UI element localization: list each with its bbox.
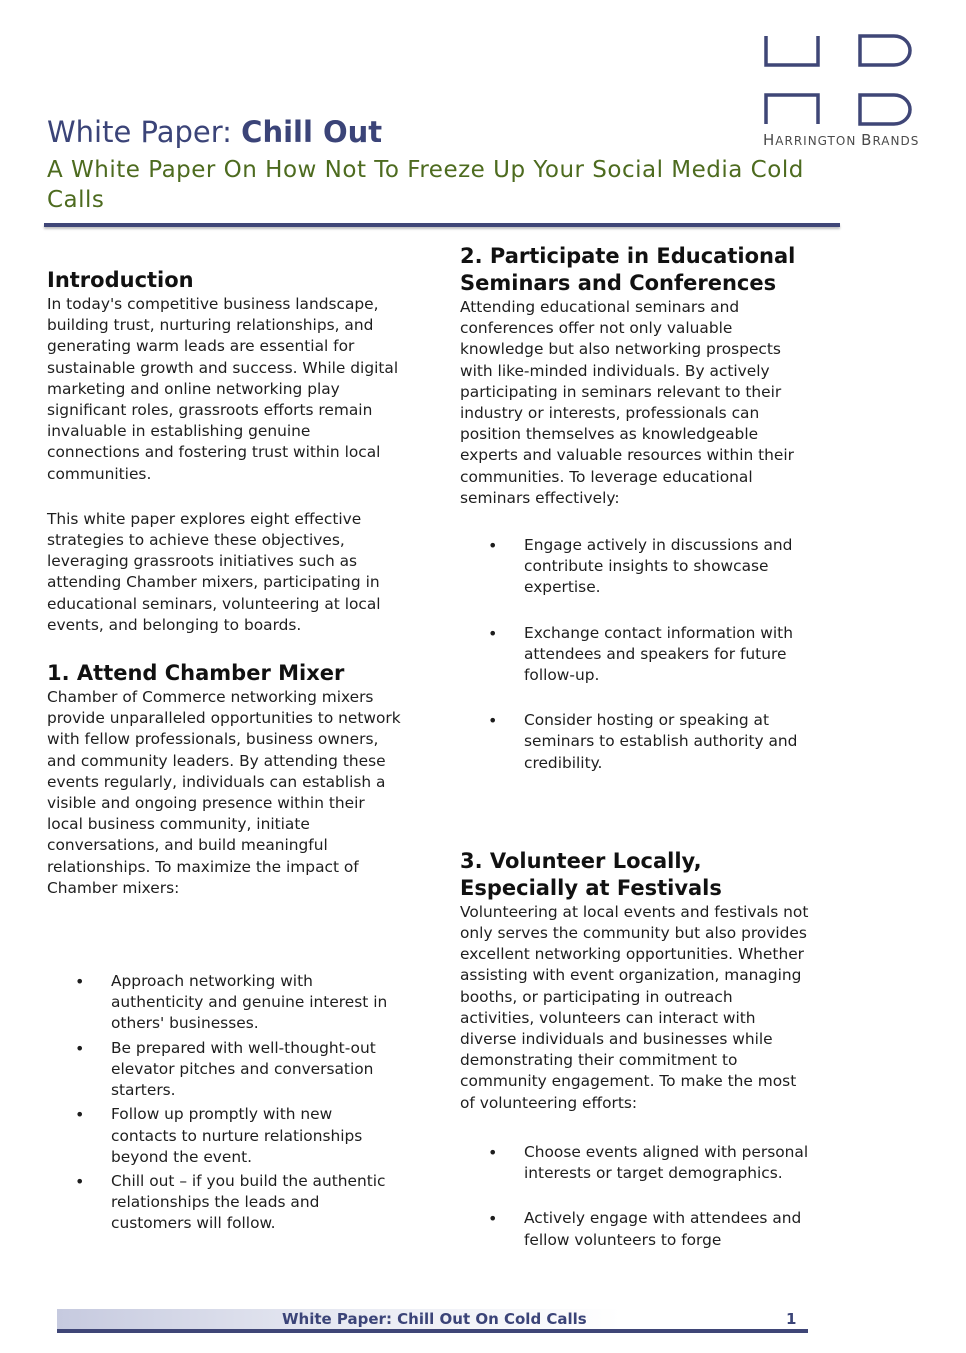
intro-paragraph-1: In today's competitive business landscape, building trust, nurturing relationships, and generating warm leads are essential for sustainable growth and success. While digital marketing and online networking play significant roles, grassroots efforts remain invaluable in establishing genuine connections and fostering trust within local communities.: [47, 295, 399, 483]
title-prefix: White Paper:: [47, 115, 242, 149]
bullet-icon: •: [75, 1171, 85, 1191]
section-3-bullets: [460, 1142, 810, 1251]
bullet-icon: •: [75, 1105, 85, 1125]
list-item: • Consider hosting or speaking at seminars to establish authority and credibility.: [488, 711, 798, 772]
logo-word1: ARRINGTON: [775, 134, 857, 148]
list-item: • Choose events aligned with personal interests or target demographics.: [488, 1142, 809, 1183]
list-item: • Engage actively in discussions and contribute insights to showcase expertise.: [488, 536, 793, 597]
bullet-icon: •: [488, 536, 498, 556]
section-1-paragraph: Chamber of Commerce networking mixers provide unparalleled opportunities to network with fellow professionals, business owners, and community leaders. By attending these events regularly, individuals can establish a visible and ongoing presence within their local business community, initiate conversations, and build meaningful relationships. To maximize the impact of Chamber mixers:: [47, 688, 401, 897]
bullet-icon: •: [75, 972, 85, 992]
spacer: [47, 485, 402, 509]
page-number: 1: [786, 1310, 797, 1328]
section-2-bullets: [460, 535, 810, 774]
section-2-heading: 2. Participate in Educational Seminars and Conferences: [460, 244, 796, 295]
intro-paragraph-2: This white paper explores eight effective strategies to achieve these objectives, leveraging grassroots initiatives such as attending Chamber mixers, participating in educational seminars, volunteering at local events, and belonging to boards.: [47, 509, 381, 634]
spacer: [460, 509, 810, 535]
section-1-heading: 1. Attend Chamber Mixer: [47, 661, 345, 686]
left-column: [47, 267, 402, 1235]
right-column: [460, 243, 810, 1251]
spacer: [460, 774, 810, 848]
list-item: • Approach networking with authenticity and genuine interest in others' businesses.: [75, 972, 388, 1033]
bullet-icon: •: [75, 1038, 85, 1058]
spacer: [460, 1114, 810, 1142]
spacer: [47, 899, 402, 971]
section-2-paragraph: Attending educational seminars and conferences offer not only valuable knowledge but also networking prospects with like-minded individuals. By actively participating in seminars relevant to their industry or interests, professionals can position themselves as knowledgeable experts and valuable resources within their communities. To leverage educational seminars effectively:: [460, 298, 794, 507]
bullet-icon: •: [488, 1209, 498, 1229]
title-divider: [44, 223, 840, 227]
spacer: [47, 636, 402, 660]
bullet-icon: •: [488, 711, 498, 731]
page-subtitle: A White Paper On How Not To Freeze Up Your Social Media Cold Calls: [47, 157, 804, 213]
page-title: [47, 115, 787, 149]
section-1-bullets: [47, 971, 402, 1234]
footer-title: White Paper: Chill Out On Cold Calls: [282, 1310, 587, 1328]
footer-divider: [57, 1329, 808, 1333]
list-item: • Chill out – if you build the authentic relationships the leads and customers will follow.: [75, 1171, 386, 1233]
list-item: • Be prepared with well-thought-out elevator pitches and conversation starters.: [75, 1038, 376, 1100]
logo-word2: RANDS: [872, 134, 920, 148]
list-item: • Actively engage with attendees and fellow volunteers to forge: [488, 1209, 802, 1249]
logo-wordmark: [763, 131, 923, 149]
list-item: • Follow up promptly with new contacts to nurture relationships beyond the event.: [75, 1105, 363, 1166]
list-item: • Exchange contact information with attendees and speakers for future follow-up.: [488, 623, 793, 685]
bullet-icon: •: [488, 623, 498, 643]
logo-letter-h: H: [763, 131, 776, 149]
section-3-paragraph: Volunteering at local events and festivals not only serves the community but also provides excellent networking opportunities. Whether assisting with event organization, managing booths, or participating in outreach activities, volunteers can interact with diverse individuals and businesses while demonstrating their commitment to community engagement. To make the most of volunteering efforts:: [460, 902, 809, 1112]
logo-letter-b: B: [861, 131, 873, 149]
intro-heading: Introduction: [47, 268, 194, 292]
section-3-heading: 3. Volunteer Locally, Especially at Festivals: [460, 848, 722, 900]
bullet-icon: •: [488, 1142, 498, 1162]
title-bold: Chill Out: [241, 115, 383, 149]
